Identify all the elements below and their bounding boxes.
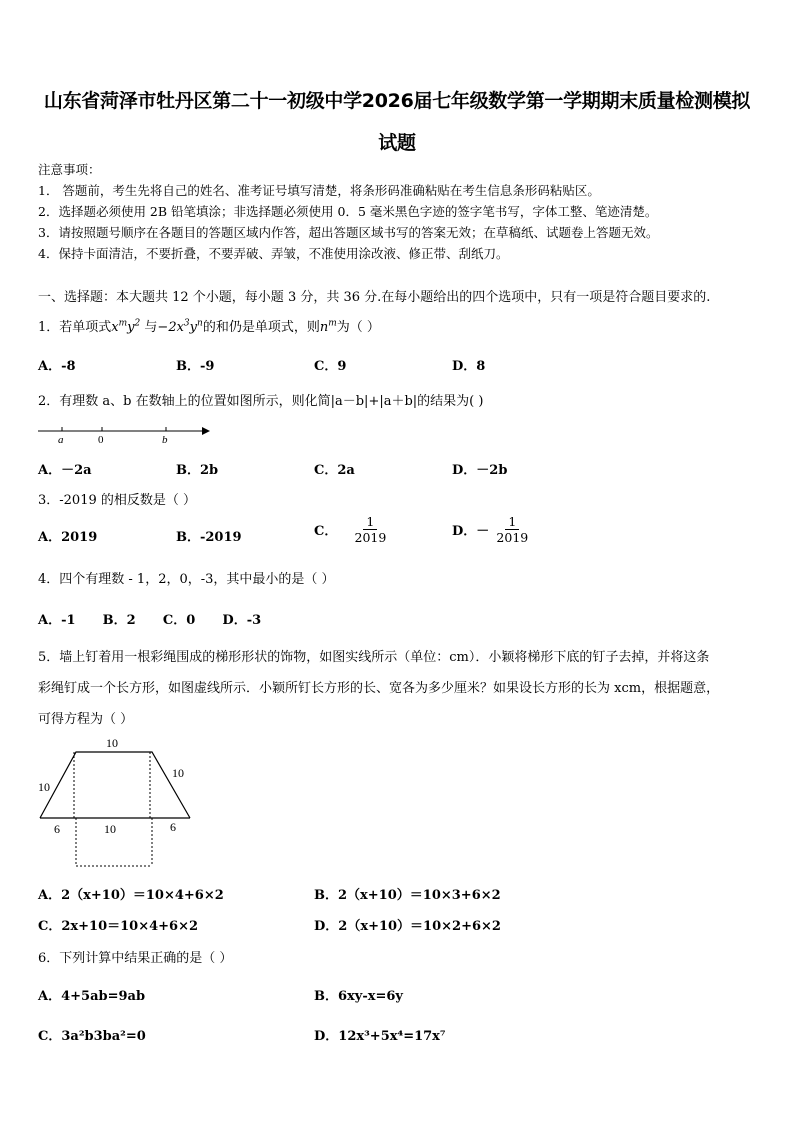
q3-option-c-fraction: [352, 514, 390, 545]
q1-monomial-1: $x^my^2$: [111, 318, 141, 335]
number-line-figure: [34, 422, 219, 446]
q5-option-c: C．2x+10＝10×4+6×2: [38, 919, 199, 934]
q3-d-numerator: 1: [505, 514, 519, 530]
note-item-4: 4．保持卡面清洁，不要折叠，不要弄破、弄皱，不准使用涂改液、修正带、刮纸刀。: [38, 246, 509, 261]
q1-option-a: A．-8: [38, 359, 76, 374]
q3-option-a: A．2019: [38, 530, 98, 545]
section-heading: 一、选择题：本大题共 12 个小题，每小题 3 分，共 36 分.在每小题给出的四个选项中，只有一项是符合题目要求的.: [38, 290, 711, 305]
q2-text-end: 的结果为( ): [417, 394, 484, 409]
q2-option-b: B．2b: [176, 463, 219, 478]
q1-option-c: C．9: [314, 359, 347, 374]
label-left-10: 10: [38, 780, 50, 794]
number-line-arrow: [202, 427, 210, 435]
q1-power: $n^m$: [319, 318, 337, 335]
q1-text-pre: 1．若单项式: [38, 320, 112, 335]
question-1: [38, 316, 380, 335]
q3-option-b: B．-2019: [176, 530, 242, 545]
page-title-line2: 试题: [378, 132, 416, 154]
note-item-1: 1． 答题前，考生先将自己的姓名、准考证号填写清楚，将条形码准确粘贴在考生信息条形码粘贴区。: [38, 183, 600, 198]
label-b: b: [162, 434, 168, 446]
note-item-2: 2．选择题必须使用 2B 铅笔填涂；非选择题必须使用 0．5 毫米黑色字迹的签字笔书写，字体工整、笔迹清楚。: [38, 204, 658, 219]
q1-text-post: 的和仍是单项式，则: [202, 320, 320, 335]
q5-option-a: A．2（x+10）＝10×4+6×2: [38, 888, 224, 903]
label-bottom-mid-10: 10: [104, 822, 116, 836]
q2-text-pre: 2．有理数 a、b 在数轴上的位置如图所示，则化简: [38, 394, 331, 409]
q2-option-a: A．－2a: [38, 463, 92, 478]
label-bottom-right-6: 6: [170, 820, 176, 834]
label-a: a: [58, 434, 64, 446]
trapezoid-figure: [34, 732, 204, 872]
q2-expression: |a－b|+|a＋b|: [330, 394, 418, 409]
question-3: 3．-2019 的相反数是（ ）: [38, 493, 197, 508]
q3-c-numerator: 1: [363, 514, 377, 530]
q6-option-d: D．12x³+5x⁴=17x⁷: [314, 1029, 446, 1044]
q2-option-c: C．2a: [314, 463, 355, 478]
q5-option-d: D．2（x+10）＝10×2+6×2: [314, 919, 501, 934]
q6-option-b: B．6xy-x=6y: [314, 989, 403, 1004]
question-6: 6．下列计算中结果正确的是（ ）: [38, 951, 233, 966]
label-bottom-left-6: 6: [54, 822, 60, 836]
q3-c-denominator: 2019: [354, 530, 387, 545]
question-5-line2: 彩绳钉成一个长方形，如图虚线所示．小颖所钉长方形的长、宽各为多少厘米？如果设长方形的长为 xcm，根据题意，: [38, 681, 720, 696]
q6-option-a: A．4+5ab=9ab: [38, 989, 146, 1004]
q3-option-d: [452, 514, 531, 545]
page-title: 山东省菏泽市牡丹区第二十一初级中学2026届七年级数学第一学期期末质量检测模拟: [43, 90, 751, 112]
q3-option-d-label: D．－: [452, 524, 490, 539]
q1-text-end: 为（ ）: [336, 320, 380, 335]
q1-monomial-2: $-2x^3y^n$: [157, 318, 203, 335]
q5-option-b: B．2（x+10）＝10×3+6×2: [314, 888, 501, 903]
q4-options: A．-1 B．2 C．0 D．-3: [38, 613, 262, 628]
q3-option-c-label: C．: [314, 524, 338, 539]
q2-option-d: D．－2b: [452, 463, 508, 478]
q3-d-denominator: 2019: [496, 530, 529, 545]
q1-option-b: B．-9: [176, 359, 215, 374]
label-zero: 0: [98, 434, 104, 446]
q1-text-mid: 与: [144, 320, 158, 335]
notes-heading: 注意事项：: [38, 162, 101, 177]
label-right-10: 10: [172, 766, 184, 780]
trapezoid-outline: [40, 752, 190, 818]
q3-option-d-fraction: [493, 514, 531, 545]
q6-option-c: C．3a²b3ba²=0: [38, 1029, 146, 1044]
q3-option-c: [314, 514, 389, 545]
question-2: [38, 390, 483, 409]
question-4: 4．四个有理数 - 1，2，0，-3，其中最小的是（ ）: [38, 572, 335, 587]
q1-option-d: D．8: [452, 359, 486, 374]
question-5-line1: 5．墙上钉着用一根彩绳围成的梯形形状的饰物，如图实线所示（单位：cm）．小颖将梯形下底的钉子去掉，并将这条: [38, 650, 710, 665]
label-top-10: 10: [106, 736, 118, 750]
question-5-line3: 可得方程为（ ）: [38, 712, 134, 727]
note-item-3: 3．请按照题号顺序在各题目的答题区域内作答，超出答题区域书写的答案无效；在草稿纸、试题卷上答题无效。: [38, 225, 659, 240]
